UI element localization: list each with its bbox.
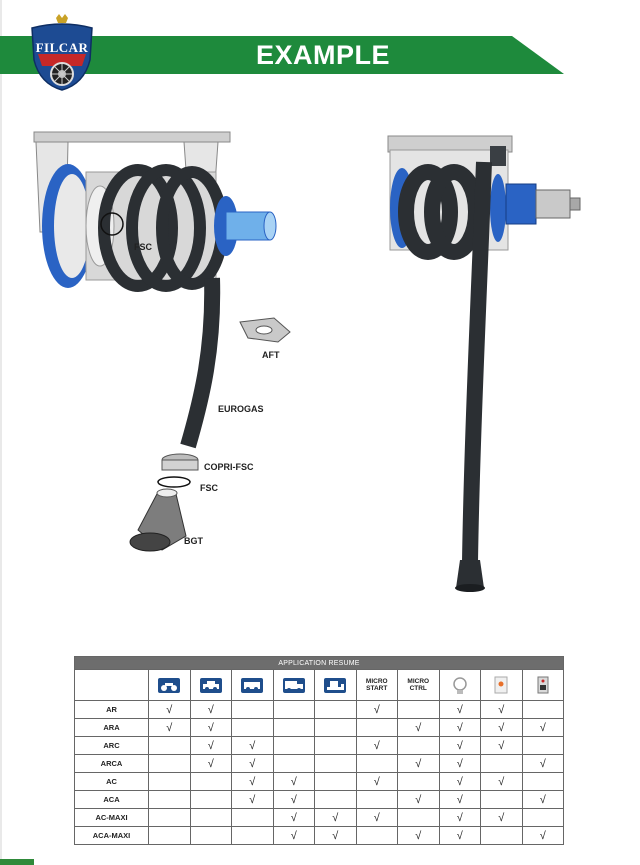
table-row — [75, 755, 564, 773]
check-mark: √ — [498, 775, 505, 788]
table-cell — [356, 719, 398, 737]
check-mark: √ — [415, 829, 422, 842]
table-cell — [522, 827, 564, 845]
page-title: EXAMPLE — [255, 40, 391, 70]
label-eurogas: EUROGAS — [218, 404, 264, 414]
table-cell — [149, 701, 191, 719]
control-panel-icon — [522, 670, 564, 701]
table-cell — [149, 719, 191, 737]
check-mark: √ — [166, 703, 173, 716]
table-cell — [398, 719, 440, 737]
table-cell — [190, 701, 232, 719]
row-label: AC-MAXI — [75, 809, 149, 827]
table-cell — [356, 791, 398, 809]
table-cell — [149, 755, 191, 773]
table-cell — [439, 809, 481, 827]
filcar-logo — [24, 14, 100, 92]
label-fsc-top: FSC — [134, 242, 152, 252]
table-cell — [398, 827, 440, 845]
check-mark: √ — [373, 739, 380, 752]
table-cell — [522, 809, 564, 827]
check-mark: √ — [456, 811, 463, 824]
table-cell — [315, 737, 357, 755]
table-cell — [315, 791, 357, 809]
table-cell — [481, 809, 523, 827]
check-mark: √ — [332, 829, 339, 842]
table-cell — [273, 719, 315, 737]
row-label: AR — [75, 701, 149, 719]
table-cell — [149, 737, 191, 755]
header-empty-cell — [75, 670, 149, 701]
table-cell — [232, 719, 274, 737]
truck-icon — [273, 670, 315, 701]
check-mark: √ — [415, 757, 422, 770]
row-label: ACA — [75, 791, 149, 809]
table-row — [75, 701, 564, 719]
table-cell — [149, 791, 191, 809]
motorcycle-icon — [149, 670, 191, 701]
hose-clip-icon — [439, 670, 481, 701]
micro-ctrl-label: MICRO CTRL — [398, 670, 440, 701]
table-cell — [481, 737, 523, 755]
table-cell — [398, 701, 440, 719]
table-cell — [522, 791, 564, 809]
table-cell — [439, 719, 481, 737]
table-cell — [273, 809, 315, 827]
table-cell — [232, 791, 274, 809]
table-cell — [356, 737, 398, 755]
table-cell — [398, 773, 440, 791]
check-mark: √ — [539, 793, 546, 806]
table-cell — [315, 827, 357, 845]
row-label: ARC — [75, 737, 149, 755]
table-cell — [232, 827, 274, 845]
table-cell — [232, 701, 274, 719]
table-cell — [356, 755, 398, 773]
corner-accent — [0, 859, 34, 865]
label-fsc-bottom: FSC — [200, 483, 218, 493]
table-cell — [149, 809, 191, 827]
check-mark: √ — [456, 775, 463, 788]
table-cell — [439, 773, 481, 791]
switch-box-icon — [481, 670, 523, 701]
row-label: ARA — [75, 719, 149, 737]
row-label: ARCA — [75, 755, 149, 773]
table-caption: APPLICATION RESUME — [75, 657, 564, 670]
table-cell — [398, 791, 440, 809]
check-mark: √ — [332, 811, 339, 824]
check-mark: √ — [373, 811, 380, 824]
table-cell — [481, 791, 523, 809]
table-icon-row — [75, 670, 564, 701]
table-cell — [315, 809, 357, 827]
label-aft: AFT — [262, 350, 280, 360]
table-cell — [273, 773, 315, 791]
table-cell — [356, 809, 398, 827]
row-label: ACA-MAXI — [75, 827, 149, 845]
table-cell — [273, 827, 315, 845]
table-cell — [522, 737, 564, 755]
table-cell — [232, 755, 274, 773]
check-mark: √ — [498, 721, 505, 734]
table-cell — [315, 755, 357, 773]
check-mark: √ — [249, 739, 256, 752]
table-row — [75, 773, 564, 791]
table-cell — [522, 701, 564, 719]
check-mark: √ — [456, 829, 463, 842]
table-cell — [190, 719, 232, 737]
table-cell — [398, 737, 440, 755]
check-mark: √ — [290, 811, 297, 824]
left-edge — [0, 0, 2, 865]
van-icon — [232, 670, 274, 701]
check-mark: √ — [249, 775, 256, 788]
car-icon — [190, 670, 232, 701]
check-mark: √ — [290, 775, 297, 788]
check-mark: √ — [373, 775, 380, 788]
table-cell — [232, 737, 274, 755]
table-cell — [315, 719, 357, 737]
table-cell — [522, 755, 564, 773]
table-cell — [232, 809, 274, 827]
table-row — [75, 737, 564, 755]
table-cell — [190, 791, 232, 809]
table-cell — [273, 791, 315, 809]
label-bgt: BGT — [184, 536, 203, 546]
application-resume-table — [74, 656, 564, 845]
table-cell — [439, 755, 481, 773]
table-body — [75, 701, 564, 845]
check-mark: √ — [539, 829, 546, 842]
check-mark: √ — [290, 829, 297, 842]
table-cell — [398, 809, 440, 827]
table-cell — [481, 719, 523, 737]
check-mark: √ — [373, 703, 380, 716]
table-cell — [273, 737, 315, 755]
table-cell — [522, 719, 564, 737]
hose-reel-photo — [380, 132, 590, 602]
table-row — [75, 719, 564, 737]
check-mark: √ — [207, 739, 214, 752]
hose-reel-diagram — [26, 128, 326, 568]
check-mark: √ — [539, 757, 546, 770]
table-cell — [356, 827, 398, 845]
micro-start-label: MICRO START — [356, 670, 398, 701]
table-cell — [439, 701, 481, 719]
check-mark: √ — [166, 721, 173, 734]
check-mark: √ — [498, 703, 505, 716]
check-mark: √ — [456, 793, 463, 806]
check-mark: √ — [539, 721, 546, 734]
check-mark: √ — [498, 739, 505, 752]
table-cell — [439, 737, 481, 755]
table-cell — [190, 755, 232, 773]
table-cell — [232, 773, 274, 791]
table-cell — [315, 701, 357, 719]
table-cell — [481, 827, 523, 845]
table-cell — [481, 755, 523, 773]
table-cell — [315, 773, 357, 791]
check-mark: √ — [415, 721, 422, 734]
table-cell — [481, 773, 523, 791]
table-cell — [149, 773, 191, 791]
check-mark: √ — [207, 757, 214, 770]
table-row — [75, 827, 564, 845]
check-mark: √ — [415, 793, 422, 806]
table-cell — [273, 701, 315, 719]
check-mark: √ — [290, 793, 297, 806]
label-copri-fsc: COPRI-FSC — [204, 462, 254, 472]
table-cell — [522, 773, 564, 791]
table-cell — [190, 809, 232, 827]
bulldozer-icon — [315, 670, 357, 701]
table-cell — [190, 737, 232, 755]
check-mark: √ — [498, 811, 505, 824]
table-cell — [398, 755, 440, 773]
table-cell — [190, 827, 232, 845]
table-cell — [439, 827, 481, 845]
check-mark: √ — [249, 793, 256, 806]
check-mark: √ — [456, 703, 463, 716]
check-mark: √ — [456, 757, 463, 770]
table-row — [75, 791, 564, 809]
table-row — [75, 809, 564, 827]
table-cell — [356, 701, 398, 719]
check-mark: √ — [207, 703, 214, 716]
check-mark: √ — [456, 739, 463, 752]
table-cell — [481, 701, 523, 719]
row-label: AC — [75, 773, 149, 791]
check-mark: √ — [249, 757, 256, 770]
table-cell — [356, 773, 398, 791]
table-cell — [273, 755, 315, 773]
table-cell — [190, 773, 232, 791]
check-mark: √ — [456, 721, 463, 734]
table-cell — [149, 827, 191, 845]
check-mark: √ — [207, 721, 214, 734]
table-cell — [439, 791, 481, 809]
logo-text: FILCAR — [35, 40, 89, 55]
